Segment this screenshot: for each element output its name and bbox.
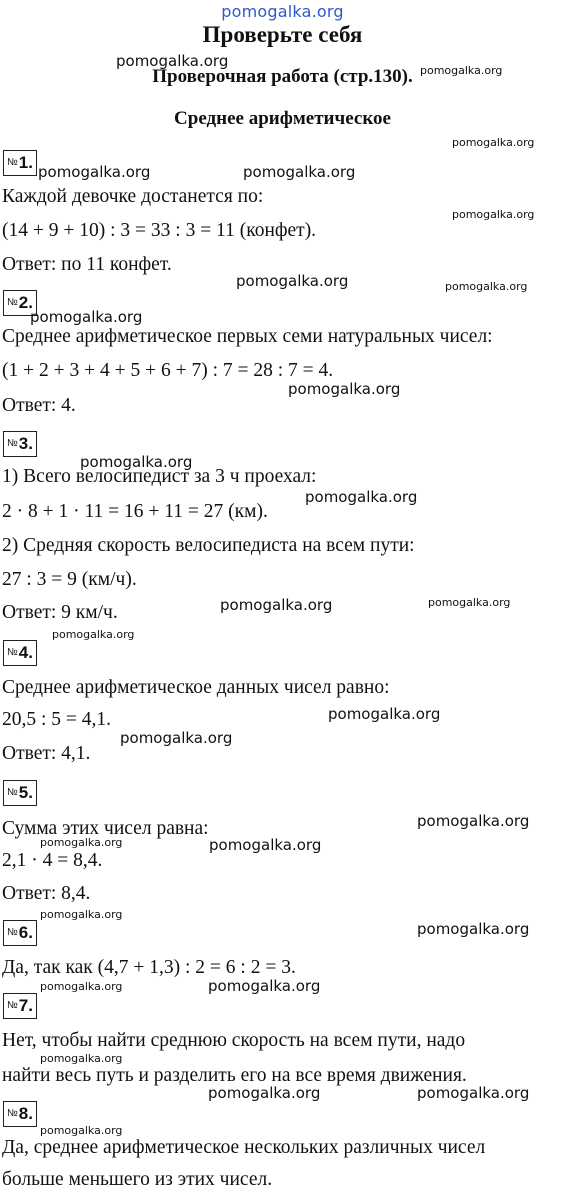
watermark: pomogalka.org: [208, 977, 321, 995]
watermark: pomogalka.org: [40, 908, 123, 921]
watermark: pomogalka.org: [120, 729, 233, 747]
task-number: 3.: [18, 434, 33, 453]
task-number: 4.: [18, 643, 33, 662]
task-number: 1.: [18, 153, 33, 172]
watermark: pomogalka.org: [417, 812, 530, 830]
task-5-line-3: Ответ: 8,4.: [2, 883, 91, 904]
task-badge-5: №5.: [3, 780, 37, 806]
task-8-line-2: больше меньшего из этих чисел.: [2, 1169, 273, 1190]
task-8-line-1: Да, среднее арифметическое нескольких различных чисел: [2, 1137, 486, 1158]
watermark: pomogalka.org: [52, 628, 135, 641]
watermark: pomogalka.org: [209, 836, 322, 854]
task-badge-1: №1.: [3, 150, 37, 176]
watermark: pomogalka.org: [288, 380, 401, 398]
task-3-line-2: 2 · 8 + 1 · 11 = 16 + 11 = 27 (км).: [2, 501, 268, 522]
task-3-line-5: Ответ: 9 км/ч.: [2, 602, 118, 623]
task-1-line-3: Ответ: по 11 конфет.: [2, 254, 172, 275]
task-2-line-1: Среднее арифметическое первых семи натуральных чисел:: [2, 326, 493, 347]
watermark: pomogalka.org: [220, 596, 333, 614]
watermark: pomogalka.org: [30, 308, 143, 326]
task-3-line-1: 1) Всего велосипедист за 3 ч проехал:: [2, 466, 317, 487]
watermark: pomogalka.org: [417, 1084, 530, 1102]
task-7-line-1: Нет, чтобы найти среднюю скорость на всем пути, надо: [2, 1030, 466, 1051]
watermark: pomogalka.org: [80, 453, 193, 471]
task-4-line-3: Ответ: 4,1.: [2, 743, 91, 764]
watermark: pomogalka.org: [420, 64, 503, 77]
task-2-line-3: Ответ: 4.: [2, 395, 76, 416]
task-number: 2.: [18, 293, 33, 312]
task-6-line-1: Да, так как (4,7 + 1,3) : 2 = 6 : 2 = 3.: [2, 957, 296, 978]
watermark: pomogalka.org: [208, 1084, 321, 1102]
task-5-line-2: 2,1 · 4 = 8,4.: [2, 850, 103, 871]
task-number: 5.: [18, 783, 33, 802]
task-badge-4: №4.: [3, 640, 37, 666]
task-3-line-4: 27 : 3 = 9 (км/ч).: [2, 569, 137, 590]
watermark: pomogalka.org: [243, 163, 356, 181]
site-watermark-top: pomogalka.org: [221, 2, 344, 21]
task-1-line-1: Каждой девочке достанется по:: [2, 186, 264, 207]
watermark: pomogalka.org: [40, 1124, 123, 1137]
watermark: pomogalka.org: [38, 163, 151, 181]
watermark: pomogalka.org: [452, 208, 535, 221]
watermark: pomogalka.org: [417, 920, 530, 938]
task-1-line-2: (14 + 9 + 10) : 3 = 33 : 3 = 11 (конфет).: [2, 220, 317, 241]
page-title: Проверьте себя: [202, 22, 363, 47]
task-badge-6: №6.: [3, 920, 37, 946]
watermark: pomogalka.org: [428, 596, 511, 609]
watermark: pomogalka.org: [116, 52, 229, 70]
watermark: pomogalka.org: [236, 272, 349, 290]
watermark: pomogalka.org: [40, 980, 123, 993]
task-4-line-1: Среднее арифметическое данных чисел равно:: [2, 677, 390, 698]
page-subtitle: Проверочная работа (стр.130).: [152, 66, 413, 87]
watermark: pomogalka.org: [305, 488, 418, 506]
task-badge-7: №7.: [3, 993, 37, 1019]
task-badge-2: №2.: [3, 290, 37, 316]
watermark: pomogalka.org: [40, 836, 123, 849]
task-badge-8: №8.: [3, 1101, 37, 1127]
task-3-line-3: 2) Средняя скорость велосипедиста на всем пути:: [2, 535, 415, 556]
task-5-line-1: Сумма этих чисел равна:: [2, 818, 209, 839]
task-badge-3: №3.: [3, 431, 37, 457]
watermark: pomogalka.org: [40, 1052, 123, 1065]
task-2-line-2: (1 + 2 + 3 + 4 + 5 + 6 + 7) : 7 = 28 : 7 = 4.: [2, 360, 334, 381]
task-7-line-2: найти весь путь и разделить его на все время движения.: [2, 1065, 467, 1086]
watermark: pomogalka.org: [445, 280, 528, 293]
task-number: 7.: [18, 996, 33, 1015]
task-number: 8.: [18, 1104, 33, 1123]
task-4-line-2: 20,5 : 5 = 4,1.: [2, 709, 112, 730]
watermark: pomogalka.org: [328, 705, 441, 723]
section-title: Среднее арифметическое: [174, 108, 391, 129]
task-number: 6.: [18, 923, 33, 942]
watermark: pomogalka.org: [452, 136, 535, 149]
